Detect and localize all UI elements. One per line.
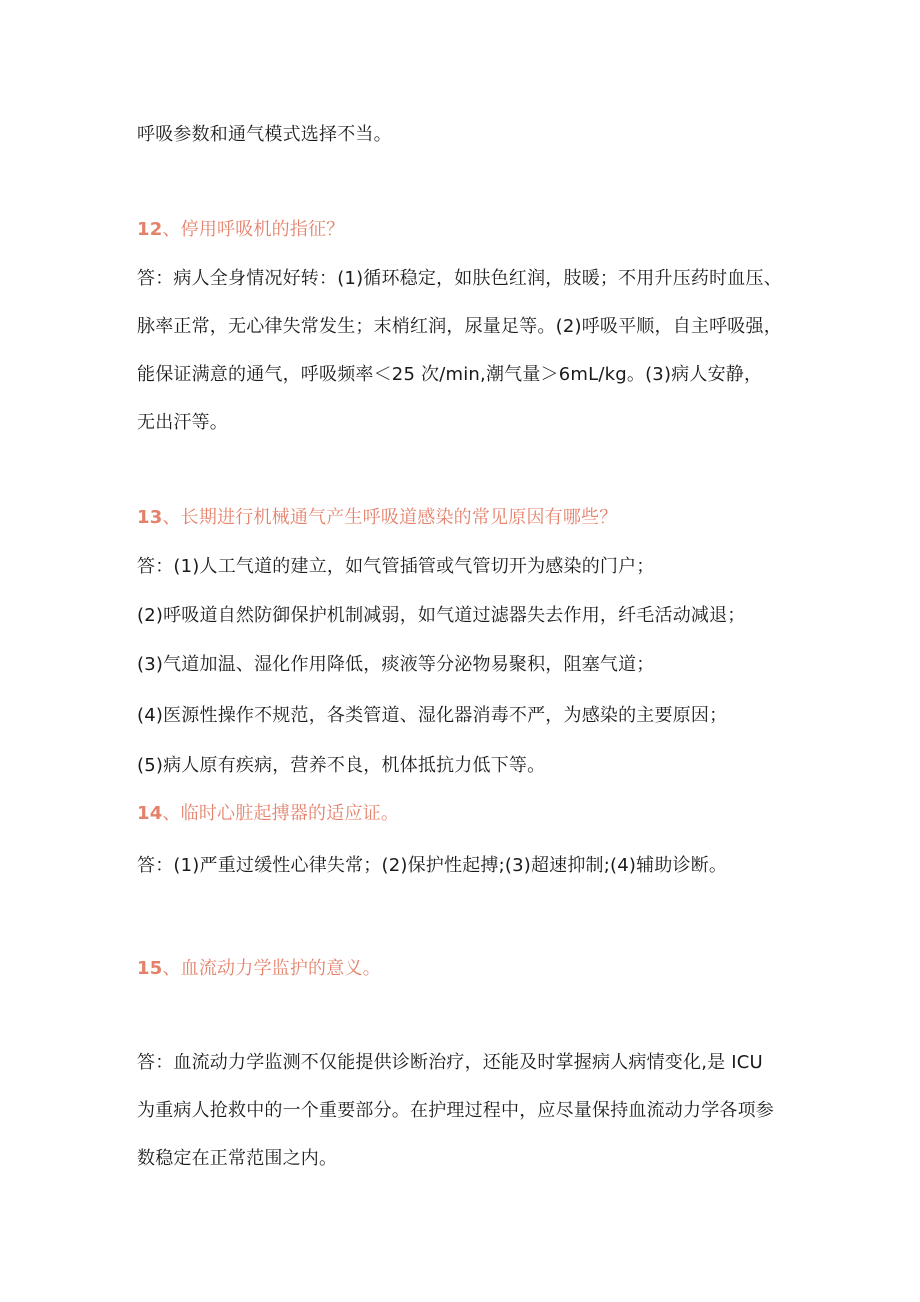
- question-14-heading: [137, 801, 399, 827]
- question-title: 、临时心脏起搏器的适应证。: [162, 803, 400, 824]
- answer-12-line-2: 脉率正常，无心律失常发生；末梢红润，尿量足等。(2)呼吸平顺，自主呼吸强，: [137, 316, 782, 337]
- answer-13-line-1: 答：(1)人工气道的建立，如气管插管或气管切开为感染的门户；: [137, 556, 655, 577]
- answer-13-line-3: (3)气道加温、湿化作用降低，痰液等分泌物易聚积，阻塞气道；: [137, 654, 655, 675]
- answer-13-line-2: (2)呼吸道自然防御保护机制减弱，如气道过滤器失去作用，纤毛活动减退；: [137, 605, 746, 626]
- answer-14-line-1: 答：(1)严重过缓性心律失常；(2)保护性起搏;(3)超速抑制;(4)辅助诊断。: [137, 855, 728, 876]
- question-number: 15: [137, 958, 163, 979]
- question-number: 12: [137, 219, 163, 240]
- question-title: 、停用呼吸机的指征？: [162, 219, 345, 240]
- answer-15-line-2: 为重病人抢救中的一个重要部分。在护理过程中，应尽量保持血流动力学各项参: [137, 1100, 774, 1121]
- question-title: 、血流动力学监护的意义。: [162, 958, 381, 979]
- intro-text: 呼吸参数和通气模式选择不当。: [137, 124, 392, 145]
- answer-12-line-3: 能保证满意的通气，呼吸频率＜25 次/min,潮气量＞6mL/kg。(3)病人安静，: [137, 364, 763, 385]
- question-title: 、长期进行机械通气产生呼吸道感染的常见原因有哪些？: [162, 507, 618, 528]
- answer-12-line-4: 无出汗等。: [137, 412, 228, 433]
- answer-15-line-3: 数稳定在正常范围之内。: [137, 1148, 338, 1169]
- question-number: 13: [137, 507, 163, 528]
- question-13-heading: [137, 505, 617, 531]
- answer-15-line-1: 答：血流动力学监测不仅能提供诊断治疗，还能及时掌握病人病情变化,是 ICU: [137, 1052, 763, 1073]
- answer-12-line-1: 答：病人全身情况好转：(1)循环稳定，如肤色红润，肢暖；不用升压药时血压、: [137, 268, 782, 289]
- answer-13-line-4: (4)医源性操作不规范，各类管道、湿化器消毒不严，为感染的主要原因；: [137, 705, 728, 726]
- answer-13-line-5: (5)病人原有疾病，营养不良，机体抵抗力低下等。: [137, 755, 546, 776]
- question-12-heading: [137, 217, 344, 243]
- question-number: 14: [137, 803, 163, 824]
- question-15-heading: [137, 956, 381, 982]
